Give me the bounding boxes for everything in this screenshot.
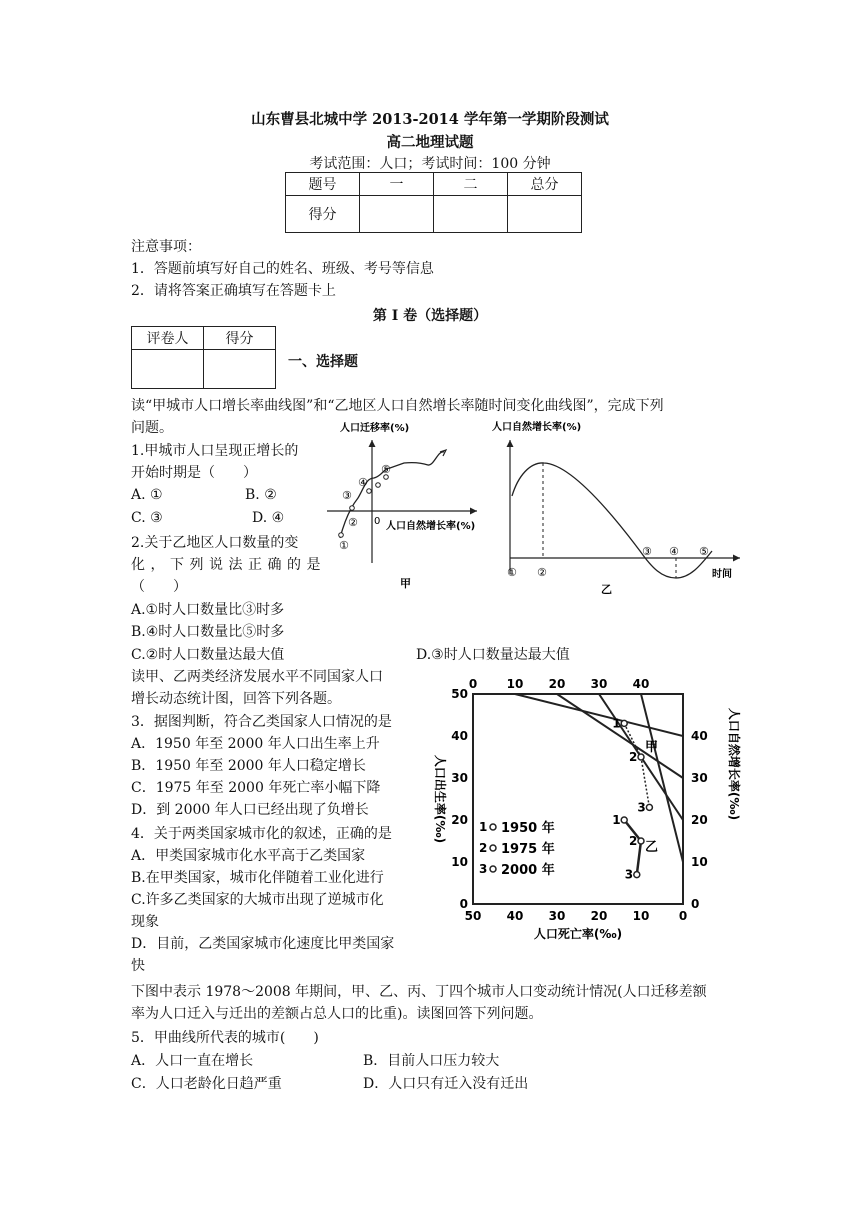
chart-yi [490, 416, 750, 600]
grader-input-cell[interactable] [204, 350, 276, 389]
score-header-cell: 题号 [286, 173, 360, 196]
chart-jia-point-label: ③ [342, 489, 352, 502]
question-stem: 开始时期是（ ） [131, 465, 257, 481]
grader-header-cell: 评卷人 [132, 327, 204, 350]
right-tick-label: 20 [691, 813, 708, 827]
option-a[interactable]: A．甲类国家城市化水平高于乙类国家 [131, 848, 366, 864]
option-d[interactable]: D．人口只有迁入没有迁出 [363, 1076, 529, 1092]
right-tick-label: 40 [691, 729, 708, 743]
data-point-label: 1 [612, 716, 621, 731]
intro-line: 率为人口迁入与迁出的差额占总人口的比重)。读图回答下列问题。 [131, 1006, 543, 1022]
x-tick-label: 50 [464, 909, 482, 923]
exam-subtitle: 高二地理试题 [386, 134, 474, 151]
birth-death-chart [414, 666, 744, 948]
legend-text: 1950 年 [501, 821, 555, 836]
chart-yi-xlabel: 时间 [712, 569, 732, 580]
growth-rate-line [515, 694, 683, 736]
chart-yi-ylabel: 人口自然增长率(%) [492, 422, 582, 433]
chart-yi-point-label: ③ [642, 545, 652, 558]
chart-jia-point-label: ⑤ [381, 463, 391, 476]
option-a[interactable]: A．1950 年至 2000 年人口出生率上升 [131, 736, 380, 752]
chart-yi-caption: 乙 [601, 583, 612, 596]
score-header-cell: 一 [360, 173, 434, 196]
chart-jia-point [376, 483, 381, 488]
grader-header-cell: 得分 [204, 327, 276, 350]
option-a[interactable]: A. ① [131, 487, 163, 503]
question-stem: 2.关于乙地区人口数量的变 [131, 535, 299, 551]
top-tick-label: 30 [590, 677, 608, 691]
data-point-label: 3 [637, 800, 646, 815]
y-tick-label: 10 [451, 855, 468, 869]
growth-rate-line [557, 694, 683, 778]
series-name: 乙 [645, 840, 659, 855]
chart-yi-point-label: ① [507, 566, 517, 579]
legend-label: 1 [479, 820, 488, 834]
top-tick-label: 0 [468, 677, 478, 691]
chart-yi-curve [512, 463, 712, 578]
score-header-cell: 二 [434, 173, 508, 196]
y-tick-label: 30 [451, 771, 468, 785]
grader-table [131, 326, 276, 389]
series-name: 甲 [645, 740, 659, 755]
question-3 [131, 711, 392, 821]
top-tick-label: 40 [632, 677, 650, 691]
option-d[interactable]: D．到 2000 年人口已经出现了负增长 [131, 802, 369, 818]
chart-jia-point-label: ④ [358, 476, 368, 489]
question-stem: 1.甲城市人口呈现正增长的 [131, 443, 299, 459]
right-tick-label: 0 [691, 897, 700, 911]
legend-label: 3 [479, 862, 488, 876]
top-tick-label: 10 [506, 677, 524, 691]
option-c-cont: 现象 [131, 914, 159, 930]
data-point [638, 754, 644, 760]
score-input-cell[interactable] [360, 196, 434, 233]
chart-jia-origin: 0 [374, 516, 381, 527]
chart-jia-point [339, 533, 344, 538]
data-point-label: 2 [629, 834, 638, 848]
chart-yi-point-label: ② [537, 566, 547, 579]
data-point-label: 1 [612, 813, 621, 827]
data-point-label: 2 [629, 750, 638, 764]
y-tick-label: 0 [459, 897, 468, 911]
x-tick-label: 30 [548, 909, 566, 923]
data-point [621, 720, 627, 726]
chart-jia-caption: 甲 [400, 577, 411, 590]
top-tick-label: 20 [548, 677, 566, 691]
question-1 [131, 440, 298, 484]
legend-text: 1975 年 [501, 842, 555, 857]
x-tick-label: 10 [632, 909, 650, 923]
data-point-label: 3 [624, 867, 634, 882]
option-b[interactable]: B．目前人口压力较大 [363, 1053, 500, 1069]
intro-line: 读“甲城市人口增长率曲线图”和“乙地区人口自然增长率随时间变化曲线图”，完成下列 [131, 398, 664, 414]
legend-text: 2000 年 [501, 863, 555, 878]
notes-item: 2．请将答案正确填写在答题卡上 [131, 283, 336, 299]
chart-yi-point-label: ⑤ [699, 545, 709, 558]
chart-jia-point-label: ② [348, 516, 358, 529]
data-point [634, 872, 640, 878]
option-c[interactable]: C．人口老龄化日趋严重 [131, 1076, 282, 1092]
option-d[interactable]: D.③时人口数量达最大值 [416, 647, 570, 663]
y-tick-label: 20 [451, 813, 468, 827]
score-row-label: 得分 [286, 196, 360, 233]
option-d[interactable]: D．目前，乙类国家城市化速度比甲类国家 [131, 936, 395, 952]
exam-title: 山东曹县北城中学 2013-2014 学年第一学期阶段测试 [251, 111, 609, 128]
legend-marker [490, 845, 496, 851]
score-input-cell[interactable] [434, 196, 508, 233]
intro-line: 下图中表示 1978～2008 年期间，甲、乙、丙、丁四个城市人口变动统计情况(人口迁移差额 [131, 984, 707, 1000]
legend-marker [490, 866, 496, 872]
intro-line: 读甲、乙两类经济发展水平不同国家人口 [131, 669, 383, 685]
option-c[interactable]: C.②时人口数量达最大值 [131, 647, 285, 663]
x-tick-label: 0 [678, 909, 688, 923]
option-b[interactable]: B．1950 年至 2000 年人口稳定增长 [131, 758, 366, 774]
exam-info: 考试范围：人口；考试时间：100 分钟 [309, 156, 551, 172]
data-point [621, 817, 627, 823]
notes [131, 236, 434, 302]
series-segment [637, 841, 641, 875]
option-b[interactable]: B. ② [245, 487, 277, 503]
question-stem: 4．关于两类国家城市化的叙述，正确的是 [131, 826, 392, 842]
chart-yi-point-label: ④ [669, 545, 679, 558]
right-tick-label: 30 [691, 771, 708, 785]
part-title: 一、选择题 [288, 354, 358, 370]
option-d-cont: 快 [131, 958, 145, 974]
x-tick-label: 20 [590, 909, 608, 923]
data-point [646, 804, 652, 810]
intro-line: 问题。 [131, 420, 173, 436]
right-tick-label: 10 [691, 855, 708, 869]
y-tick-label: 50 [451, 687, 468, 701]
option-a[interactable]: A.①时人口数量比③时多 [131, 602, 285, 618]
notes-item: 1．答题前填写好自己的姓名、班级、考号等信息 [131, 261, 434, 277]
option-b[interactable]: B.④时人口数量比⑤时多 [131, 624, 285, 640]
y2-axis-label: 人口自然增长率(‰) [727, 707, 741, 821]
question-stem: （ ） [131, 579, 187, 595]
question-stem: 5．甲曲线所代表的城市( ) [131, 1030, 319, 1046]
intro-paragraph [131, 981, 707, 1025]
score-input-cell[interactable] [508, 196, 582, 233]
chart-jia-point [367, 489, 372, 494]
y-tick-label: 40 [451, 729, 468, 743]
data-point [638, 838, 644, 844]
score-table [285, 172, 582, 233]
legend-label: 2 [479, 841, 488, 855]
chart-jia-point-label: ① [339, 539, 349, 552]
question-4 [131, 823, 394, 977]
legend-marker [490, 824, 496, 830]
grader-input-cell[interactable] [132, 350, 204, 389]
question-stem: 化，下列说法正确的是 [131, 557, 326, 573]
section-title: 第 I 卷（选择题） [372, 308, 488, 324]
question-stem: 3．据图判断，符合乙类国家人口情况的是 [131, 714, 392, 730]
y-axis-label: 人口出生率(‰) [433, 754, 447, 844]
chart-jia-xlabel: 人口自然增长率(%) [386, 521, 476, 532]
notes-heading: 注意事项： [131, 239, 201, 255]
x-tick-label: 40 [506, 909, 524, 923]
score-header-cell: 总分 [508, 173, 582, 196]
option-c[interactable]: C.许多乙类国家的大城市出现了逆城市化 [131, 892, 384, 908]
x-axis-label: 人口死亡率(‰) [533, 927, 623, 941]
chart-jia-ylabel: 人口迁移率(%) [340, 423, 410, 434]
option-c[interactable]: C．1975 年至 2000 年死亡率小幅下降 [131, 780, 381, 796]
option-a[interactable]: A．人口一直在增长 [131, 1053, 254, 1069]
intro-line: 增长动态统计图，回答下列各题。 [131, 691, 341, 707]
option-b[interactable]: B.在甲类国家，城市化伴随着工业化进行 [131, 870, 384, 886]
chart-jia-point [350, 506, 355, 511]
option-d[interactable]: D. ④ [252, 510, 285, 526]
option-c[interactable]: C. ③ [131, 510, 163, 526]
chart-jia [322, 418, 487, 594]
growth-rate-line [641, 694, 683, 862]
intro-paragraph [131, 666, 383, 710]
